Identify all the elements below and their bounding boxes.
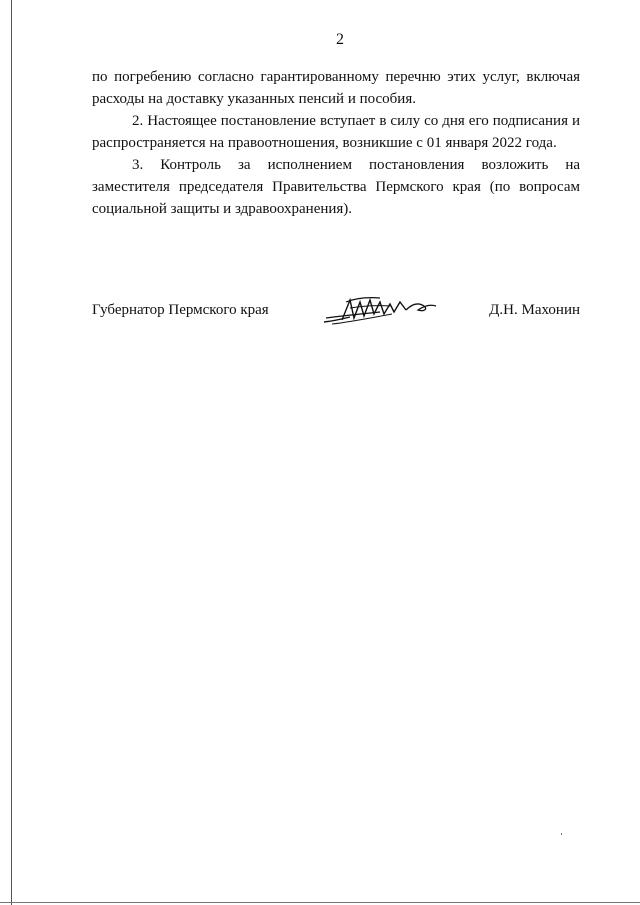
- signature-block: [92, 300, 580, 340]
- paragraph-control: 3. Контроль за исполнением постановления возложить на заместителя председателя Правительства Пермского края (по вопросам социальной защиты и здравоохранения).: [92, 157, 580, 217]
- handwritten-signature: [320, 288, 440, 332]
- scan-edge-line: [11, 0, 12, 905]
- scan-artifact: [561, 833, 562, 835]
- document-body: [92, 66, 580, 220]
- page-number: 2: [336, 31, 344, 48]
- signatory-name: Д.Н. Махонин: [489, 302, 580, 318]
- paragraph-effective-date: 2. Настоящее постановление вступает в силу со дня его подписания и распространяется на правоотношения, возникшие с 01 января 2022 года.: [92, 113, 580, 151]
- scan-bottom-line: [0, 902, 640, 903]
- paragraph-continuation: по погребению согласно гарантированному перечню этих услуг, включая расходы на доставку указанных пенсий и пособия.: [92, 69, 580, 107]
- signatory-title: Губернатор Пермского края: [92, 302, 269, 318]
